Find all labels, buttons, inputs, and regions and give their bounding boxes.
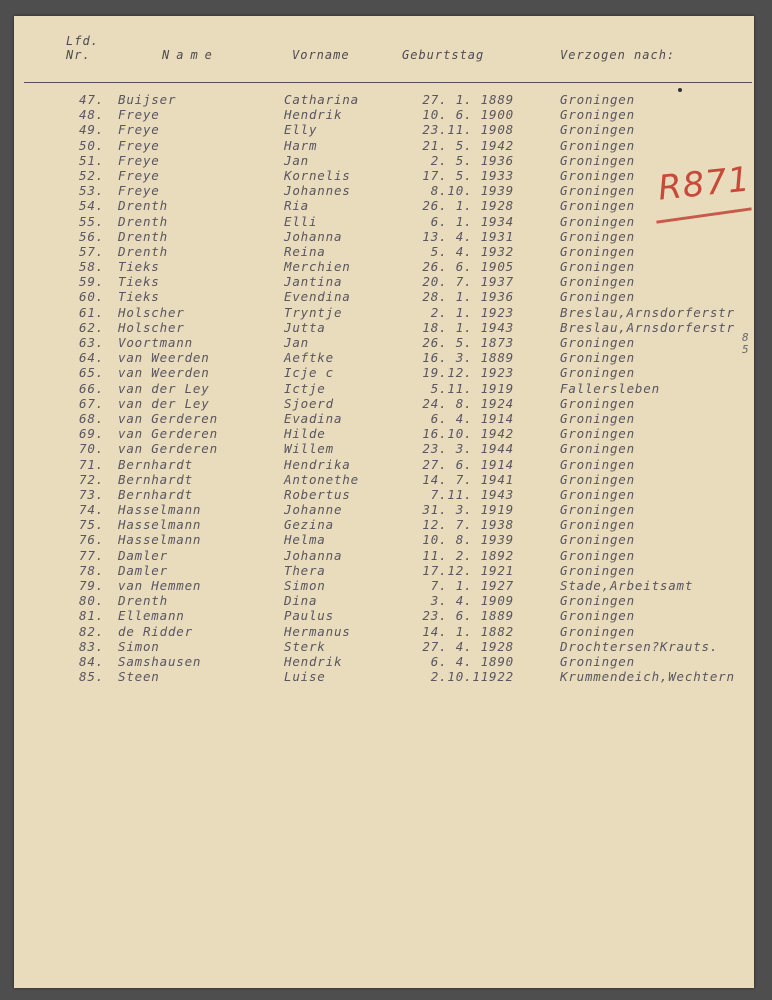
row-surname: Bernhardt [118,486,193,502]
row-number: 66. [79,380,104,396]
table-row [14,639,754,654]
table-row [14,259,754,274]
row-birthdate: 11. 2. 1892 [422,547,514,563]
row-number: 69. [79,426,104,442]
row-first-name: Johanna [284,228,343,244]
row-surname: Freye [118,122,160,138]
row-destination: Groningen [560,92,635,107]
row-surname: Drenth [118,228,168,244]
row-destination: Fallersleben [560,380,660,396]
header-vorname: Vorname [292,48,350,62]
row-number: 84. [79,653,104,669]
row-destination: Groningen [560,228,635,244]
row-first-name: Harm [284,137,318,153]
table-row [14,153,754,168]
row-first-name: Hermanus [284,623,351,639]
row-surname: Hasselmann [118,502,202,518]
row-destination: Groningen [560,562,635,578]
row-first-name: Helma [284,532,326,548]
row-number: 68. [79,410,104,426]
row-birthdate: 17. 5. 1933 [422,167,514,183]
row-birthdate: 27. 4. 1928 [422,638,514,654]
row-surname: Buijser [118,92,177,107]
row-surname: van Gerderen [118,441,218,457]
row-first-name: Sjoerd [284,395,334,411]
row-destination: Groningen [560,335,635,350]
table-row [14,214,754,229]
row-birthdate: 10. 8. 1939 [422,532,514,548]
row-number: 57. [79,243,104,259]
row-first-name: Aeftke [284,350,334,366]
table-row [14,426,754,441]
row-birthdate: 6. 4. 1890 [430,653,514,669]
row-surname: Bernhardt [118,471,193,487]
row-birthdate: 23.11. 1908 [422,122,514,138]
row-birthdate: 23. 6. 1889 [422,608,514,624]
row-destination: Groningen [560,213,635,229]
row-surname: van Weerden [118,365,210,381]
row-number: 61. [79,304,104,320]
row-number: 49. [79,122,104,138]
table-row [14,229,754,244]
row-first-name: Johanne [284,502,343,518]
row-birthdate: 26. 6. 1905 [422,259,514,275]
table-row [14,198,754,213]
row-first-name: Evendina [284,289,351,305]
row-birthdate: 26. 1. 1928 [422,198,514,214]
row-birthdate: 24. 8. 1924 [422,395,514,411]
row-surname: van Gerderen [118,410,218,426]
row-number: 83. [79,638,104,654]
row-birthdate: 13. 4. 1931 [422,228,514,244]
row-first-name: Luise [284,669,326,685]
row-number: 48. [79,107,104,123]
row-destination: Groningen [560,395,635,411]
table-row [14,624,754,639]
table-row [14,396,754,411]
row-birthdate: 14. 7. 1941 [422,471,514,487]
header-lfd-nr [66,34,99,62]
row-destination: Groningen [560,517,635,533]
row-first-name: Ria [284,198,309,214]
row-surname: Bernhardt [118,456,193,472]
row-destination: Groningen [560,456,635,472]
row-birthdate: 20. 7. 1937 [422,274,514,290]
row-surname: Steen [118,669,160,685]
row-number: 85. [79,669,104,685]
row-first-name: Hendrik [284,653,343,669]
row-number: 54. [79,198,104,214]
row-first-name: Jan [284,152,309,168]
row-destination: Groningen [560,365,635,381]
row-destination: Groningen [560,471,635,487]
row-number: 77. [79,547,104,563]
row-first-name: Thera [284,562,326,578]
row-first-name: Elly [284,122,318,138]
row-destination: Groningen [560,259,635,275]
row-birthdate: 3. 4. 1909 [430,593,514,609]
row-first-name: Hendrika [284,456,351,472]
row-number: 73. [79,486,104,502]
row-destination: Groningen [560,502,635,518]
row-first-name: Willem [284,441,334,457]
table-row [14,669,754,684]
row-birthdate: 31. 3. 1919 [422,502,514,518]
row-surname: Drenth [118,593,168,609]
row-first-name: Kornelis [284,167,351,183]
row-first-name: Icje c [284,365,334,381]
header-name: Name [162,48,219,62]
row-surname: Holscher [118,304,185,320]
row-birthdate: 14. 1. 1882 [422,623,514,639]
document-page [14,16,754,988]
row-first-name: Antonethe [284,471,359,487]
table-row [14,168,754,183]
row-surname: van der Ley [118,395,210,411]
row-destination: Groningen [560,137,635,153]
row-birthdate: 23. 3. 1944 [422,441,514,457]
row-number: 70. [79,441,104,457]
row-destination: Groningen [560,107,635,123]
row-first-name: Robertus [284,486,351,502]
row-destination: Groningen [560,350,635,366]
row-birthdate: 16. 3. 1889 [422,350,514,366]
row-number: 51. [79,152,104,168]
header-verzogen-nach: Verzogen nach: [560,48,676,62]
row-birthdate: 28. 1. 1936 [422,289,514,305]
row-destination: Groningen [560,152,635,168]
row-surname: Damler [118,547,168,563]
row-first-name: Sterk [284,638,326,654]
row-first-name: Elli [284,213,318,229]
table-row [14,593,754,608]
table-row [14,548,754,563]
row-destination: Groningen [560,183,635,199]
table-row [14,487,754,502]
table-row [14,289,754,304]
margin-mark: 8 5 [742,331,749,356]
row-first-name: Hendrik [284,107,343,123]
row-first-name: Johannes [284,183,351,199]
row-number: 64. [79,350,104,366]
row-birthdate: 7.11. 1943 [430,486,514,502]
row-first-name: Evadina [284,410,343,426]
row-destination: Groningen [560,653,635,669]
row-first-name: Dina [284,593,318,609]
row-surname: Drenth [118,198,168,214]
row-number: 67. [79,395,104,411]
row-destination: Groningen [560,608,635,624]
table-row [14,138,754,153]
row-birthdate: 12. 7. 1938 [422,517,514,533]
row-first-name: Paulus [284,608,334,624]
row-birthdate: 16.10. 1942 [422,426,514,442]
row-number: 55. [79,213,104,229]
row-first-name: Ictje [284,380,326,396]
row-destination: Drochtersen?Krauts. [560,638,719,654]
row-destination: Groningen [560,243,635,259]
row-number: 78. [79,562,104,578]
row-destination: Breslau,Arnsdorferstr [560,304,735,320]
row-surname: Samshausen [118,653,202,669]
row-number: 81. [79,608,104,624]
row-surname: van Weerden [118,350,210,366]
row-first-name: Merchien [284,259,351,275]
row-destination: Groningen [560,274,635,290]
row-number: 53. [79,183,104,199]
row-destination: Groningen [560,441,635,457]
row-number: 47. [79,92,104,107]
row-surname: Freye [118,183,160,199]
table-row [14,457,754,472]
table-row [14,472,754,487]
row-number: 79. [79,578,104,593]
table-row [14,274,754,289]
row-first-name: Jan [284,335,309,350]
row-birthdate: 27. 6. 1914 [422,456,514,472]
table-row [14,92,754,107]
table-row [14,578,754,593]
register-list [14,92,754,684]
row-first-name: Jantina [284,274,343,290]
row-surname: Voortmann [118,335,193,350]
row-surname: Freye [118,107,160,123]
row-number: 71. [79,456,104,472]
row-surname: Ellemann [118,608,185,624]
row-number: 80. [79,593,104,609]
row-surname: van der Ley [118,380,210,396]
row-birthdate: 2. 5. 1936 [430,152,514,168]
row-number: 62. [79,319,104,335]
row-first-name: Gezina [284,517,334,533]
table-header [14,16,754,82]
row-number: 76. [79,532,104,548]
table-row [14,563,754,578]
table-row [14,381,754,396]
table-row [14,608,754,623]
row-first-name: Simon [284,578,326,593]
row-number: 63. [79,335,104,350]
table-row [14,502,754,517]
row-number: 59. [79,274,104,290]
row-surname: Freye [118,167,160,183]
row-number: 82. [79,623,104,639]
row-birthdate: 19.12. 1923 [422,365,514,381]
row-birthdate: 6. 4. 1914 [430,410,514,426]
row-destination: Breslau,Arnsdorferstr [560,319,735,335]
row-surname: Tieks [118,274,160,290]
row-surname: Freye [118,137,160,153]
row-surname: Simon [118,638,160,654]
row-first-name: Reina [284,243,326,259]
row-birthdate: 26. 5. 1873 [422,335,514,350]
row-birthdate: 5. 4. 1932 [430,243,514,259]
row-destination: Krummendeich,Wechtern [560,669,735,685]
row-first-name: Jutta [284,319,326,335]
red-pencil-annotation: R871 [656,159,753,209]
row-surname: Damler [118,562,168,578]
header-lfd-line2: Nr. [66,48,91,62]
table-row [14,411,754,426]
row-number: 52. [79,167,104,183]
row-surname: Hasselmann [118,517,202,533]
table-row [14,365,754,380]
row-number: 50. [79,137,104,153]
row-number: 60. [79,289,104,305]
row-number: 56. [79,228,104,244]
row-surname: Tieks [118,259,160,275]
table-row [14,350,754,365]
row-destination: Groningen [560,410,635,426]
row-destination: Groningen [560,547,635,563]
row-number: 75. [79,517,104,533]
row-first-name: Catharina [284,92,359,107]
row-birthdate: 2.10.11922 [430,669,514,685]
row-birthdate: 2. 1. 1923 [430,304,514,320]
row-destination: Groningen [560,593,635,609]
table-row [14,107,754,122]
table-row [14,654,754,669]
row-number: 65. [79,365,104,381]
row-birthdate: 8.10. 1939 [430,183,514,199]
row-surname: Tieks [118,289,160,305]
row-surname: Drenth [118,243,168,259]
row-birthdate: 17.12. 1921 [422,562,514,578]
row-surname: van Hemmen [118,578,202,593]
row-destination: Groningen [560,122,635,138]
row-birthdate: 21. 5. 1942 [422,137,514,153]
row-surname: Freye [118,152,160,168]
row-destination: Groningen [560,289,635,305]
table-row [14,122,754,137]
header-geburtstag: Geburtstag [402,48,485,62]
table-row [14,441,754,456]
row-surname: Hasselmann [118,532,202,548]
row-birthdate: 5.11. 1919 [430,380,514,396]
row-birthdate: 27. 1. 1889 [422,92,514,107]
row-destination: Groningen [560,623,635,639]
row-destination: Groningen [560,198,635,214]
row-destination: Groningen [560,532,635,548]
table-row [14,244,754,259]
row-surname: Drenth [118,213,168,229]
row-destination: Stade,Arbeitsamt [560,578,694,593]
row-surname: van Gerderen [118,426,218,442]
row-surname: Holscher [118,319,185,335]
row-first-name: Johanna [284,547,343,563]
row-destination: Groningen [560,426,635,442]
row-birthdate: 18. 1. 1943 [422,319,514,335]
table-row [14,305,754,320]
row-surname: de Ridder [118,623,193,639]
table-row [14,517,754,532]
row-number: 58. [79,259,104,275]
table-row [14,335,754,350]
row-first-name: Tryntje [284,304,343,320]
row-birthdate: 6. 1. 1934 [430,213,514,229]
table-row [14,183,754,198]
table-row [14,532,754,547]
row-first-name: Hilde [284,426,326,442]
row-birthdate: 10. 6. 1900 [422,107,514,123]
table-row [14,320,754,335]
row-number: 74. [79,502,104,518]
header-lfd-line1: Lfd. [66,34,99,48]
header-divider [24,82,752,83]
row-birthdate: 7. 1. 1927 [430,578,514,593]
row-destination: Groningen [560,486,635,502]
row-destination: Groningen [560,167,635,183]
row-number: 72. [79,471,104,487]
